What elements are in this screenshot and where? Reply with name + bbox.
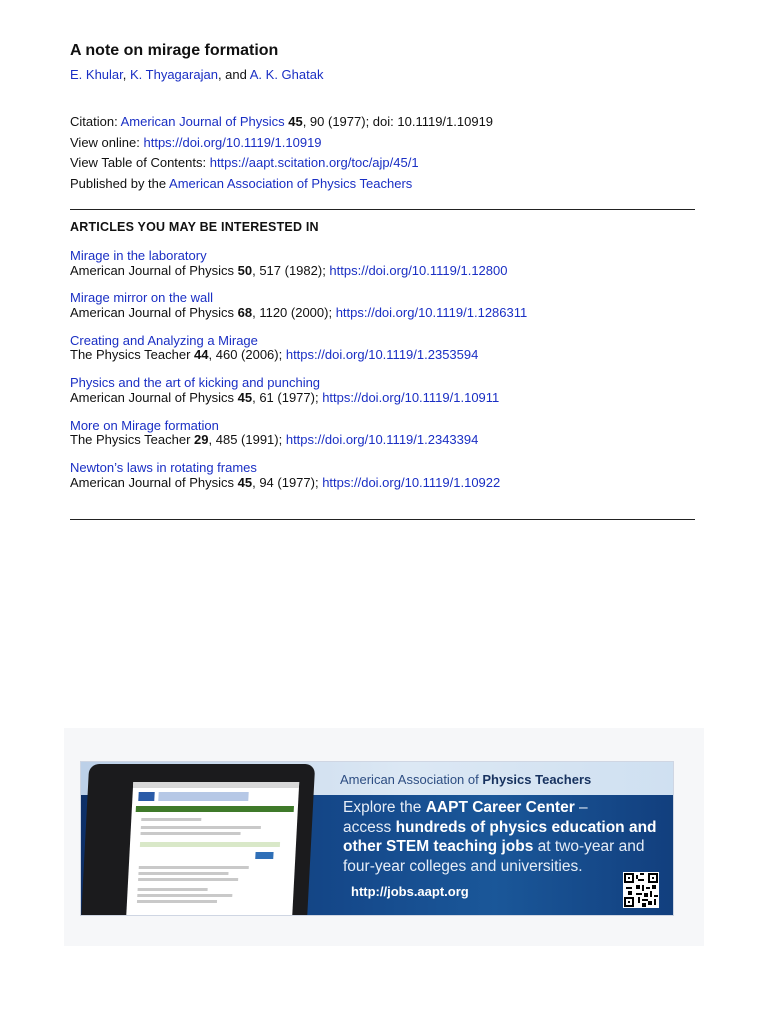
qr-code-icon[interactable] xyxy=(623,872,659,908)
article-title-link[interactable]: Newton’s laws in rotating frames xyxy=(70,459,257,475)
view-online-link[interactable]: https://doi.org/10.1119/1.10919 xyxy=(143,134,322,150)
banner-message: Explore the AAPT Career Center – access hundreds of physics education and other STEM teaching jobs at two-year and four-year colleges and universities. xyxy=(343,799,657,875)
article-doi-link[interactable]: https://doi.org/10.1119/1.12800 xyxy=(329,262,508,278)
article-title-link[interactable]: Mirage in the laboratory xyxy=(70,248,207,263)
publisher-link[interactable]: American Association of Physics Teachers xyxy=(169,176,413,192)
view-toc-link[interactable]: https://aapt.scitation.org/toc/ajp/45/1 xyxy=(209,155,419,171)
aapt-career-center-banner[interactable] xyxy=(80,761,674,916)
article-title-link[interactable]: More on Mirage formation xyxy=(70,417,219,433)
author-link-ghatak[interactable]: A. K. Ghatak xyxy=(249,67,324,82)
list-item: Mirage mirror on the wall American Journal of Physics 68, 1120 (2000); https://doi.org/10.1119/1.1286311 xyxy=(70,290,528,320)
tablet-illustration xyxy=(81,764,315,916)
article-title-link[interactable]: Mirage mirror on the wall xyxy=(70,290,214,306)
view-toc-line: View Table of Contents: https://aapt.scitation.org/toc/ajp/45/1 xyxy=(70,155,419,171)
author-separator: , xyxy=(122,67,130,82)
citation-volume: 45 xyxy=(288,114,303,129)
list-item: Physics and the art of kicking and punching American Journal of Physics 45, 61 (1977); https://doi.org/10.1119/1.10911 xyxy=(70,375,500,405)
author-link-khular[interactable]: E. Khular xyxy=(70,67,123,82)
related-articles-heading: ARTICLES YOU MAY BE INTERESTED IN xyxy=(70,220,319,234)
tablet-screen xyxy=(126,782,299,916)
divider-top xyxy=(70,209,695,210)
page-title: A note on mirage formation xyxy=(70,42,279,59)
view-online-line: View online: https://doi.org/10.1119/1.10919 xyxy=(70,134,322,150)
banner-organization-name: American Association of Physics Teachers xyxy=(340,772,592,787)
citation-block xyxy=(70,112,493,195)
author-link-thyagarajan[interactable]: K. Thyagarajan xyxy=(130,67,218,82)
article-doi-link[interactable]: https://doi.org/10.1119/1.10911 xyxy=(322,389,500,405)
article-title-link[interactable]: Physics and the art of kicking and punching xyxy=(70,375,321,391)
published-by-line: Published by the American Association of Physics Teachers xyxy=(70,176,413,192)
article-doi-link[interactable]: https://doi.org/10.1119/1.1286311 xyxy=(335,304,528,320)
citation-line: Citation: American Journal of Physics 45, 90 (1977); doi: 10.1119/1.10919 xyxy=(70,114,494,129)
related-articles-list xyxy=(70,249,527,503)
list-item: Creating and Analyzing a Mirage The Physics Teacher 44, 460 (2006); https://doi.org/10.1119/1.2353594 xyxy=(70,332,479,363)
list-item: Mirage in the laboratory American Journal of Physics 50, 517 (1982); https://doi.org/10.1119/1.12800 xyxy=(70,248,508,278)
divider-bottom xyxy=(70,519,695,520)
article-doi-link[interactable]: https://doi.org/10.1119/1.2343394 xyxy=(285,432,479,448)
author-list xyxy=(70,67,323,82)
banner-url[interactable]: http://jobs.aapt.org xyxy=(351,884,469,899)
article-doi-link[interactable]: https://doi.org/10.1119/1.10922 xyxy=(322,474,501,490)
list-item: More on Mirage formation The Physics Teacher 29, 485 (1991); https://doi.org/10.1119/1.2343394 xyxy=(70,417,479,448)
citation-journal-link[interactable]: American Journal of Physics xyxy=(120,114,285,129)
author-separator: , and xyxy=(217,67,250,82)
article-title-link[interactable]: Creating and Analyzing a Mirage xyxy=(70,332,258,348)
list-item: Newton’s laws in rotating frames American Journal of Physics 45, 94 (1977); https://doi.org/10.1119/1.10922 xyxy=(70,459,501,490)
article-doi-link[interactable]: https://doi.org/10.1119/1.2353594 xyxy=(285,347,479,363)
